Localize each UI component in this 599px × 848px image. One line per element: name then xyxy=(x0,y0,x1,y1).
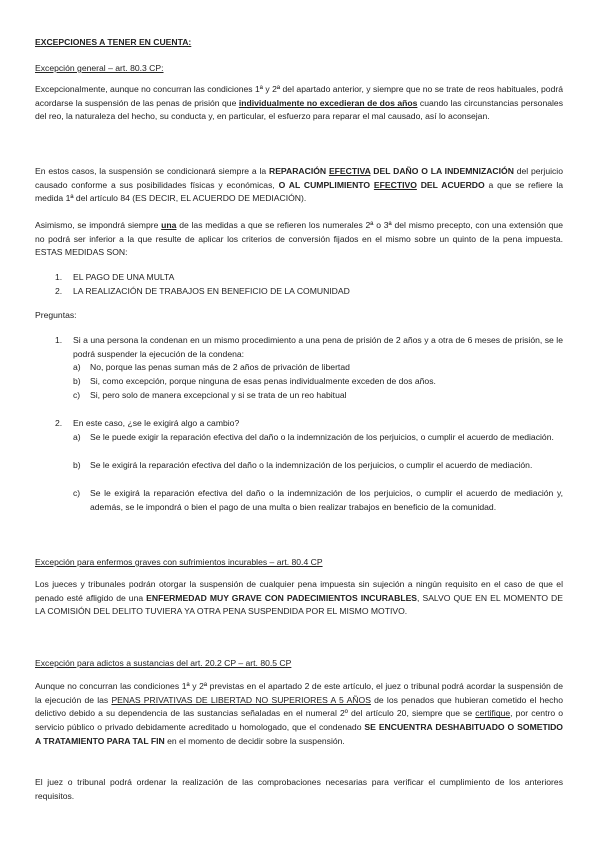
paragraph-enfermos xyxy=(35,578,563,619)
option-text: Se le exigirá la reparación efectiva del daño o la indemnización de los perjuicios, o cumplir el acuerdo de mediación. xyxy=(90,460,533,470)
text: de los penados que hubieran cometido el hecho delictivo debido a su dependencia de las sustancias señaladas en el numeral 2º del artículo 20, siempre que se xyxy=(35,694,563,719)
option-label: a) xyxy=(73,362,81,372)
emphasis: certifique xyxy=(475,708,511,719)
option-text: Se le exigirá la reparación efectiva del daño o la indemnización de los perjuicios, o cumplir el acuerdo de mediación y, además, se le impondrá o bien el pago de una multa o bien realizar trabajos en beneficio de la comunidad. xyxy=(90,488,563,512)
option-label: b) xyxy=(73,460,81,470)
list-item-number: 1. xyxy=(55,272,63,282)
text: del perjuicio causado conforme a sus posibilidades físicas y económicas, xyxy=(35,166,563,190)
option-label: c) xyxy=(73,390,81,400)
emphasis: ENFERMEDAD MUY GRAVE CON PADECIMIENTOS INCURABLES xyxy=(146,592,418,603)
text: , por centro o servicio público o privado debidamente acreditado u homologado, que el condenado xyxy=(35,708,563,733)
emphasis: PENAS PRIVATIVAS DE LIBERTAD NO SUPERIORES A 5 AÑOS xyxy=(111,694,371,705)
option-text: Si, como excepción, porque ninguna de esas penas individualmente exceden de dos años. xyxy=(90,376,436,386)
questions-label: Preguntas: xyxy=(35,310,77,320)
text: Asimismo, se impondrá siempre xyxy=(35,220,162,230)
option-text: Si, pero solo de manera excepcional y si se trata de un reo habitual xyxy=(90,390,347,400)
question-number: 2. xyxy=(55,418,63,428)
paragraph-adictos-2: El juez o tribunal podrá ordenar la realización de las comprobaciones necesarias para verificar el cumplimiento de los anteriores requisitos. xyxy=(35,777,563,801)
emphasis: DEL ACUERDO xyxy=(416,179,485,190)
section-title-enfermos: Excepción para enfermos graves con sufrimientos incurables – art. 80.4 CP xyxy=(35,557,323,567)
option-label: b) xyxy=(73,376,81,386)
text: Aunque no concurran las condiciones 1ª y 2ª previstas en el apartado 2 de este artículo, el juez o tribunal podrá acordar la suspensión de la ejecución de las xyxy=(35,681,563,705)
page-heading: EXCEPCIONES A TENER EN CUENTA: xyxy=(35,37,192,47)
emphasis: REPARACIÓN xyxy=(268,166,329,176)
question-text: En este caso, ¿se le exigirá algo a cambio? xyxy=(73,418,240,428)
text: Los jueces y tribunales podrán otorgar la suspensión de cualquier pena impuesta sin sujeción a ningún requisito en el caso de que el penado esté afligido de una xyxy=(35,579,563,603)
list-item-number: 2. xyxy=(55,286,63,296)
section-title-general: Excepción general – art. 80.3 CP: xyxy=(35,63,164,73)
text: Excepcionalmente, aunque no concurran las condiciones 1ª y 2ª del apartado anterior, y siempre que no se trate de reos habituales, podrá acordarse la suspensión de las penas de prisión que xyxy=(35,84,563,108)
paragraph-adictos-1 xyxy=(35,680,563,749)
option-text: No, porque las penas suman más de 2 años de privación de libertad xyxy=(90,362,350,372)
paragraph-general-1 xyxy=(35,83,563,124)
text: de las medidas a que se refieren los numerales 2ª o 3ª del mismo precepto, con una extensión que no podrá ser inferior a la que resulte de aplicar los criterios de conversión fijados en el mismo sobre un quinto de la pena impuesta. ESTAS MEDIDAS SON: xyxy=(35,220,563,258)
emphasis: individualmente no excedieran de dos años xyxy=(238,97,418,108)
question-number: 1. xyxy=(55,335,63,345)
emphasis: una xyxy=(161,220,177,230)
option-label: a) xyxy=(73,432,81,442)
option-text: Se le puede exigir la reparación efectiva del daño o la indemnización de los perjuicios, o cumplir el acuerdo de mediación. xyxy=(90,432,554,442)
emphasis: SE ENCUENTRA DESHABITUADO O SOMETIDO A TRATAMIENTO PARA TAL FIN xyxy=(35,722,563,746)
paragraph-general-2 xyxy=(35,165,563,206)
emphasis: EFECTIVA xyxy=(328,166,371,176)
list-item: EL PAGO DE UNA MULTA xyxy=(73,272,175,282)
emphasis: DEL DAÑO O LA INDEMNIZACIÓN xyxy=(370,166,514,176)
question-text: Si a una persona la condenan en un mismo procedimiento a una pena de prisión de 2 años y a otra de 6 meses de prisión, se le podrá suspender la ejecución de la condena: xyxy=(73,335,563,359)
text: En estos casos, la suspensión se condicionará siempre a la xyxy=(35,166,269,176)
text: en el momento de decidir sobre la suspensión. xyxy=(164,735,345,746)
text: a que se refiere la medida 1ª del artículo 84 (ES DECIR, EL ACUERDO DE MEDIACIÓN). xyxy=(35,179,564,204)
paragraph-general-3 xyxy=(35,219,563,260)
section-title-adictos: Excepción para adictos a sustancias del art. 20.2 CP – art. 80.5 CP xyxy=(35,658,292,668)
option-label: c) xyxy=(73,488,81,498)
emphasis: O AL CUMPLIMIENTO xyxy=(278,179,374,190)
list-item: LA REALIZACIÓN DE TRABAJOS EN BENEFICIO DE LA COMUNIDAD xyxy=(73,286,350,296)
text: cuando las circunstancias personales del reo, la naturaleza del hecho, su conducta y, en particular, el esfuerzo para reparar el mal causado, así lo aconsejan. xyxy=(35,97,563,122)
text: , SALVO QUE EN EL MOMENTO DE LA COMISIÓN DEL DELITO TUVIERA YA OTRA PENA SUSPENDIDA POR EL MISMO MOTIVO. xyxy=(35,592,563,617)
emphasis: EFECTIVO xyxy=(373,179,417,190)
